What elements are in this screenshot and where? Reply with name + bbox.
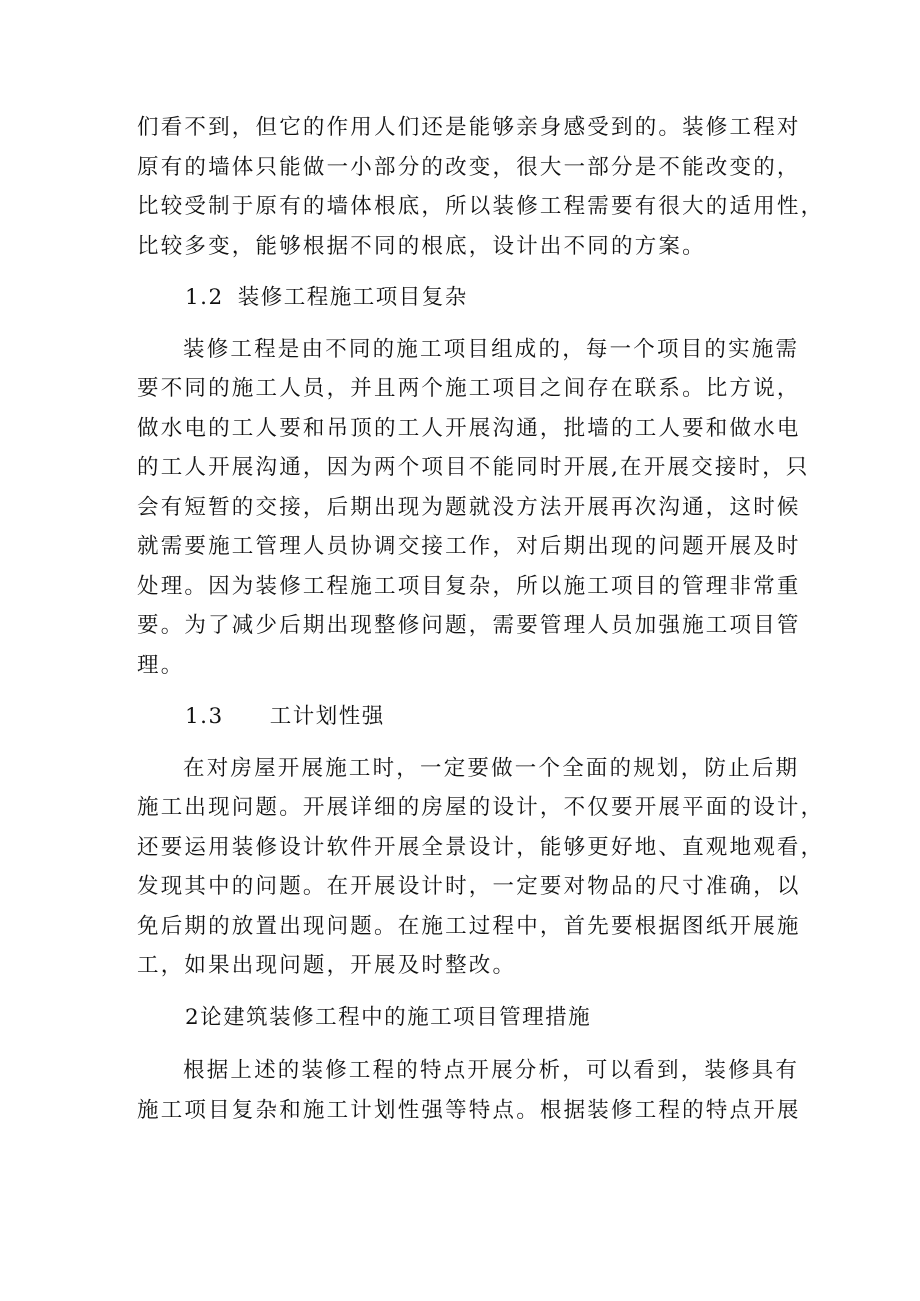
- heading-number: 1.2: [185, 285, 224, 310]
- text-line: 比较多变，能够根据不同的根底，设计出不同的方案。: [137, 233, 706, 259]
- text-line: 们看不到，但它的作用人们还是能够亲身感受到的。装修工程对: [137, 115, 801, 140]
- text-line: 装修工程是由不同的施工项目组成的，每一个项目的实施需: [183, 336, 800, 362]
- text-line: 原有的墙体只能做一小部分的改变，很大一部分是不能改变的，: [137, 154, 801, 180]
- paragraph-strong-planning: [137, 749, 825, 986]
- text-line: 的工人开展沟通，因为两个项目不能同时开展,在开展交接时，只: [137, 455, 810, 480]
- heading-title: 工计划性强: [269, 704, 385, 729]
- text-line: 施工项目复杂和施工计划性强等特点。根据装修工程的特点开展: [137, 1097, 801, 1123]
- text-line: 还要运用装修设计软件开展全景设计，能够更好地、直观地观看，: [137, 834, 825, 860]
- section-heading-1-3: [137, 697, 797, 737]
- text-line: 根据上述的装修工程的特点开展分析，可以看到，装修具有: [183, 1058, 800, 1083]
- text-line: 要。为了减少后期出现整修问题，需要管理人员加强施工项目管: [137, 613, 801, 638]
- text-line: 会有短暂的交接，后期出现为题就没方法开展再次沟通，这时候: [137, 494, 801, 520]
- heading-title: 装修工程施工项目复杂: [237, 285, 468, 310]
- text-line: 免后期的放置出现问题。在施工过程中，首先要根据图纸开展施: [137, 913, 801, 939]
- section-heading-1-2: [137, 278, 797, 318]
- text-line: 在对房屋开展施工时，一定要做一个全面的规划，防止后期: [183, 755, 800, 781]
- paragraph-management-measures: [137, 1051, 801, 1130]
- text-line: 比较受制于原有的墙体根底，所以装修工程需要有很大的适用性，: [137, 194, 825, 219]
- section-heading-2: [137, 998, 797, 1038]
- text-line: 理。: [137, 652, 185, 678]
- text-line: 处理。因为装修工程施工项目复杂，所以施工项目的管理非常重: [137, 573, 801, 599]
- document-page: [137, 108, 825, 1130]
- heading-number: 1.3: [185, 704, 224, 729]
- paragraph-complex-projects: [137, 330, 810, 686]
- text-line: 工，如果出现问题，开展及时整改。: [137, 953, 517, 978]
- text-line: 要不同的施工人员，并且两个施工项目之间存在联系。比方说，: [137, 376, 801, 401]
- text-line: 就需要施工管理人员协调交接工作，对后期出现的问题开展及时: [137, 534, 801, 559]
- paragraph-wall-adaptability: [137, 108, 825, 266]
- text-line: 施工出现问题。开展详细的房屋的设计，不仅要开展平面的设计，: [137, 795, 825, 820]
- text-line: 发现其中的问题。在开展设计时，一定要对物品的尺寸准确，以: [137, 874, 801, 899]
- heading-title: 2论建筑装修工程中的施工项目管理措施: [185, 1004, 592, 1030]
- text-line: 做水电的工人要和吊顶的工人开展沟通，批墙的工人要和做水电: [137, 415, 801, 441]
